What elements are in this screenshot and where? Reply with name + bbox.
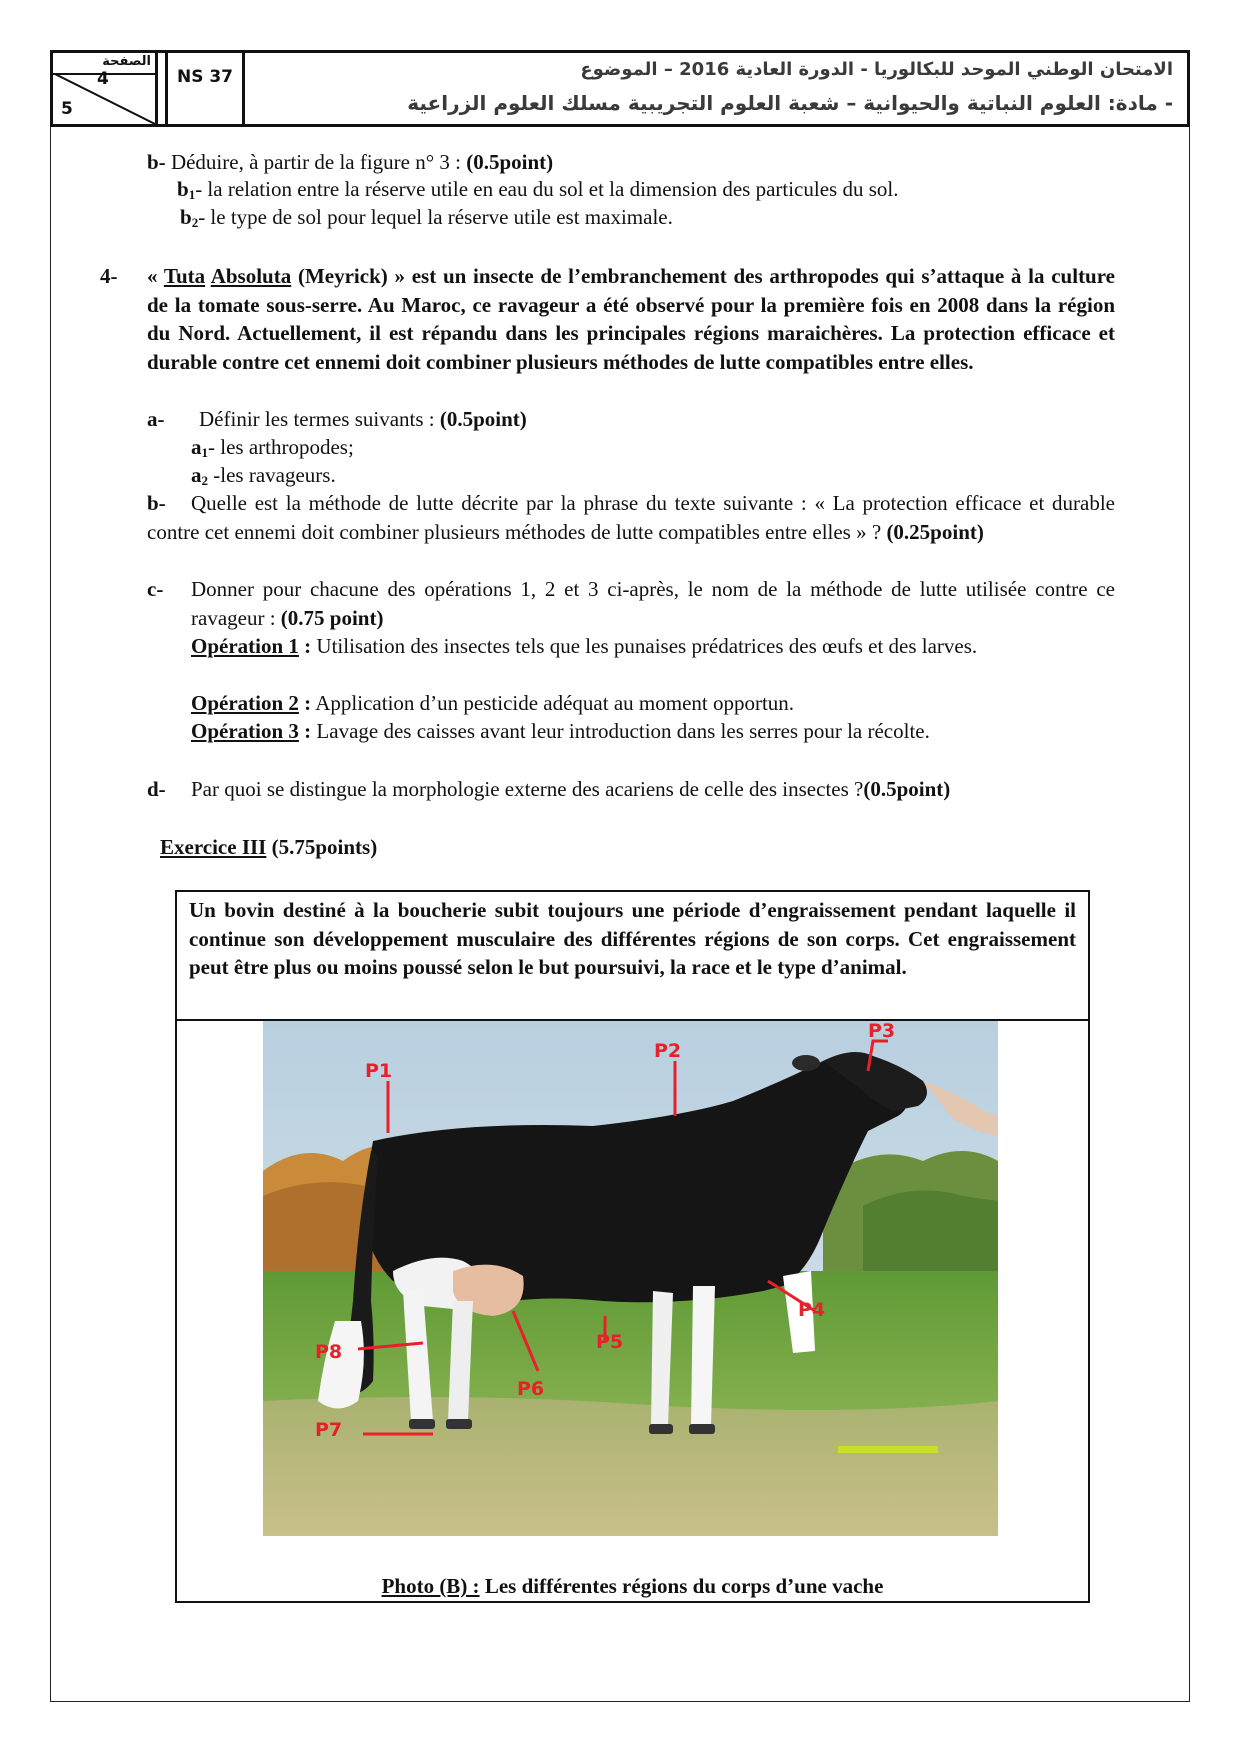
question-4-text: « Tuta Absoluta (Meyrick) » est un insecte de l’embranchement des arthropodes qui s’attaque à la culture de la tomate sous-serre. Au Maroc, ce ravageur a été observé pour la première fois en 2008 dans la région du Nord. Actuellement, il est répandu dans les principales régions maraichères. La protection efficace et durable contre cet ennemi doit combiner plusieurs méthodes de lutte compatibles entre elles. (147, 264, 1115, 374)
page-number-box (53, 53, 158, 124)
exercise-3-intro: Un bovin destiné à la boucherie subit toujours une période d’engraissement pendant laquelle il continue son développement musculaire des différentes régions de son corps. Cet engraissement peut être plus ou moins poussé selon le but poursuivi, la race et le type d’animal. (189, 898, 1076, 979)
label-p6: P6 (517, 1378, 545, 1400)
exam-code-box (165, 53, 245, 124)
question-4a1: $a_1-$ les arthropodes; (191, 435, 354, 460)
operation-1: Opération 1 : Utilisation des insectes tels que les punaises prédatrices des œufs et des larves. (191, 634, 978, 658)
operation-2: Opération 2 : Application d’un pesticide adéquat au moment opportun. (191, 691, 795, 715)
cow-front-leg-2 (691, 1286, 715, 1426)
exam-header (50, 50, 1190, 127)
label-p7: P7 (315, 1419, 343, 1441)
question-4-number: 4- (100, 264, 118, 288)
question-4c-marker: c- (147, 577, 164, 601)
label-p4: P4 (798, 1299, 826, 1321)
page-current: 4 (97, 69, 109, 89)
question-4d: d- Par quoi se distingue la morphologie externe des acariens de celle des insectes ?(0.5point) (147, 777, 951, 801)
exam-title-box (253, 53, 1183, 124)
exam-title-line1: الامتحان الوطني الموحد للبكالوريا - الدورة العادية 2016 – الموضوع (580, 59, 1173, 80)
question-4a2: $a_2$ -les ravageurs. (191, 463, 336, 488)
question-4a: a- Définir les termes suivants : (0.5point) (147, 407, 527, 431)
operation-3: Opération 3 : Lavage des caisses avant leur introduction dans les serres pour la récolte. (191, 719, 930, 743)
question-3b2: $b_2-$ le type de sol pour lequel la réserve utile est maximale. (180, 205, 673, 230)
label-p8: P8 (315, 1341, 343, 1363)
page-total: 5 (61, 99, 73, 119)
question-4c: Donner pour chacune des opérations 1, 2 et 3 ci-après, le nom de la méthode de lutte utilisée contre ce ravageur : (0.75 point) (191, 577, 1115, 630)
label-p5: P5 (596, 1331, 624, 1353)
label-p1: P1 (365, 1060, 393, 1082)
question-3b: b- Déduire, à partir de la figure n° 3 : (0.5point) (147, 150, 554, 174)
cow-photo (263, 1021, 998, 1536)
photo-caption: Photo (B) : Les différentes régions du corps d’une vache (381, 1574, 884, 1598)
exercise-3-title: Exercice III (5.75points) (160, 835, 378, 859)
ground (263, 1397, 998, 1536)
exam-code: NS 37 (176, 67, 234, 87)
exam-title-line2: - مادة: العلوم النباتية والحيوانية – شعبة العلوم التجريبية مسلك العلوم الزراعية (407, 91, 1173, 115)
page-label: الصفحة (102, 54, 151, 69)
label-p2: P2 (654, 1040, 682, 1062)
label-p3: P3 (868, 1021, 896, 1042)
question-4b: b- Quelle est la méthode de lutte décrite par la phrase du texte suivante : « La protection efficace et durable contre cet ennemi doit combiner plusieurs méthodes de lutte compatibles entre elles » ? (0.25point) (147, 491, 1115, 544)
question-3b1: $b_1-$ la relation entre la réserve utile en eau du sol et la dimension des particules du sol. (177, 177, 899, 202)
